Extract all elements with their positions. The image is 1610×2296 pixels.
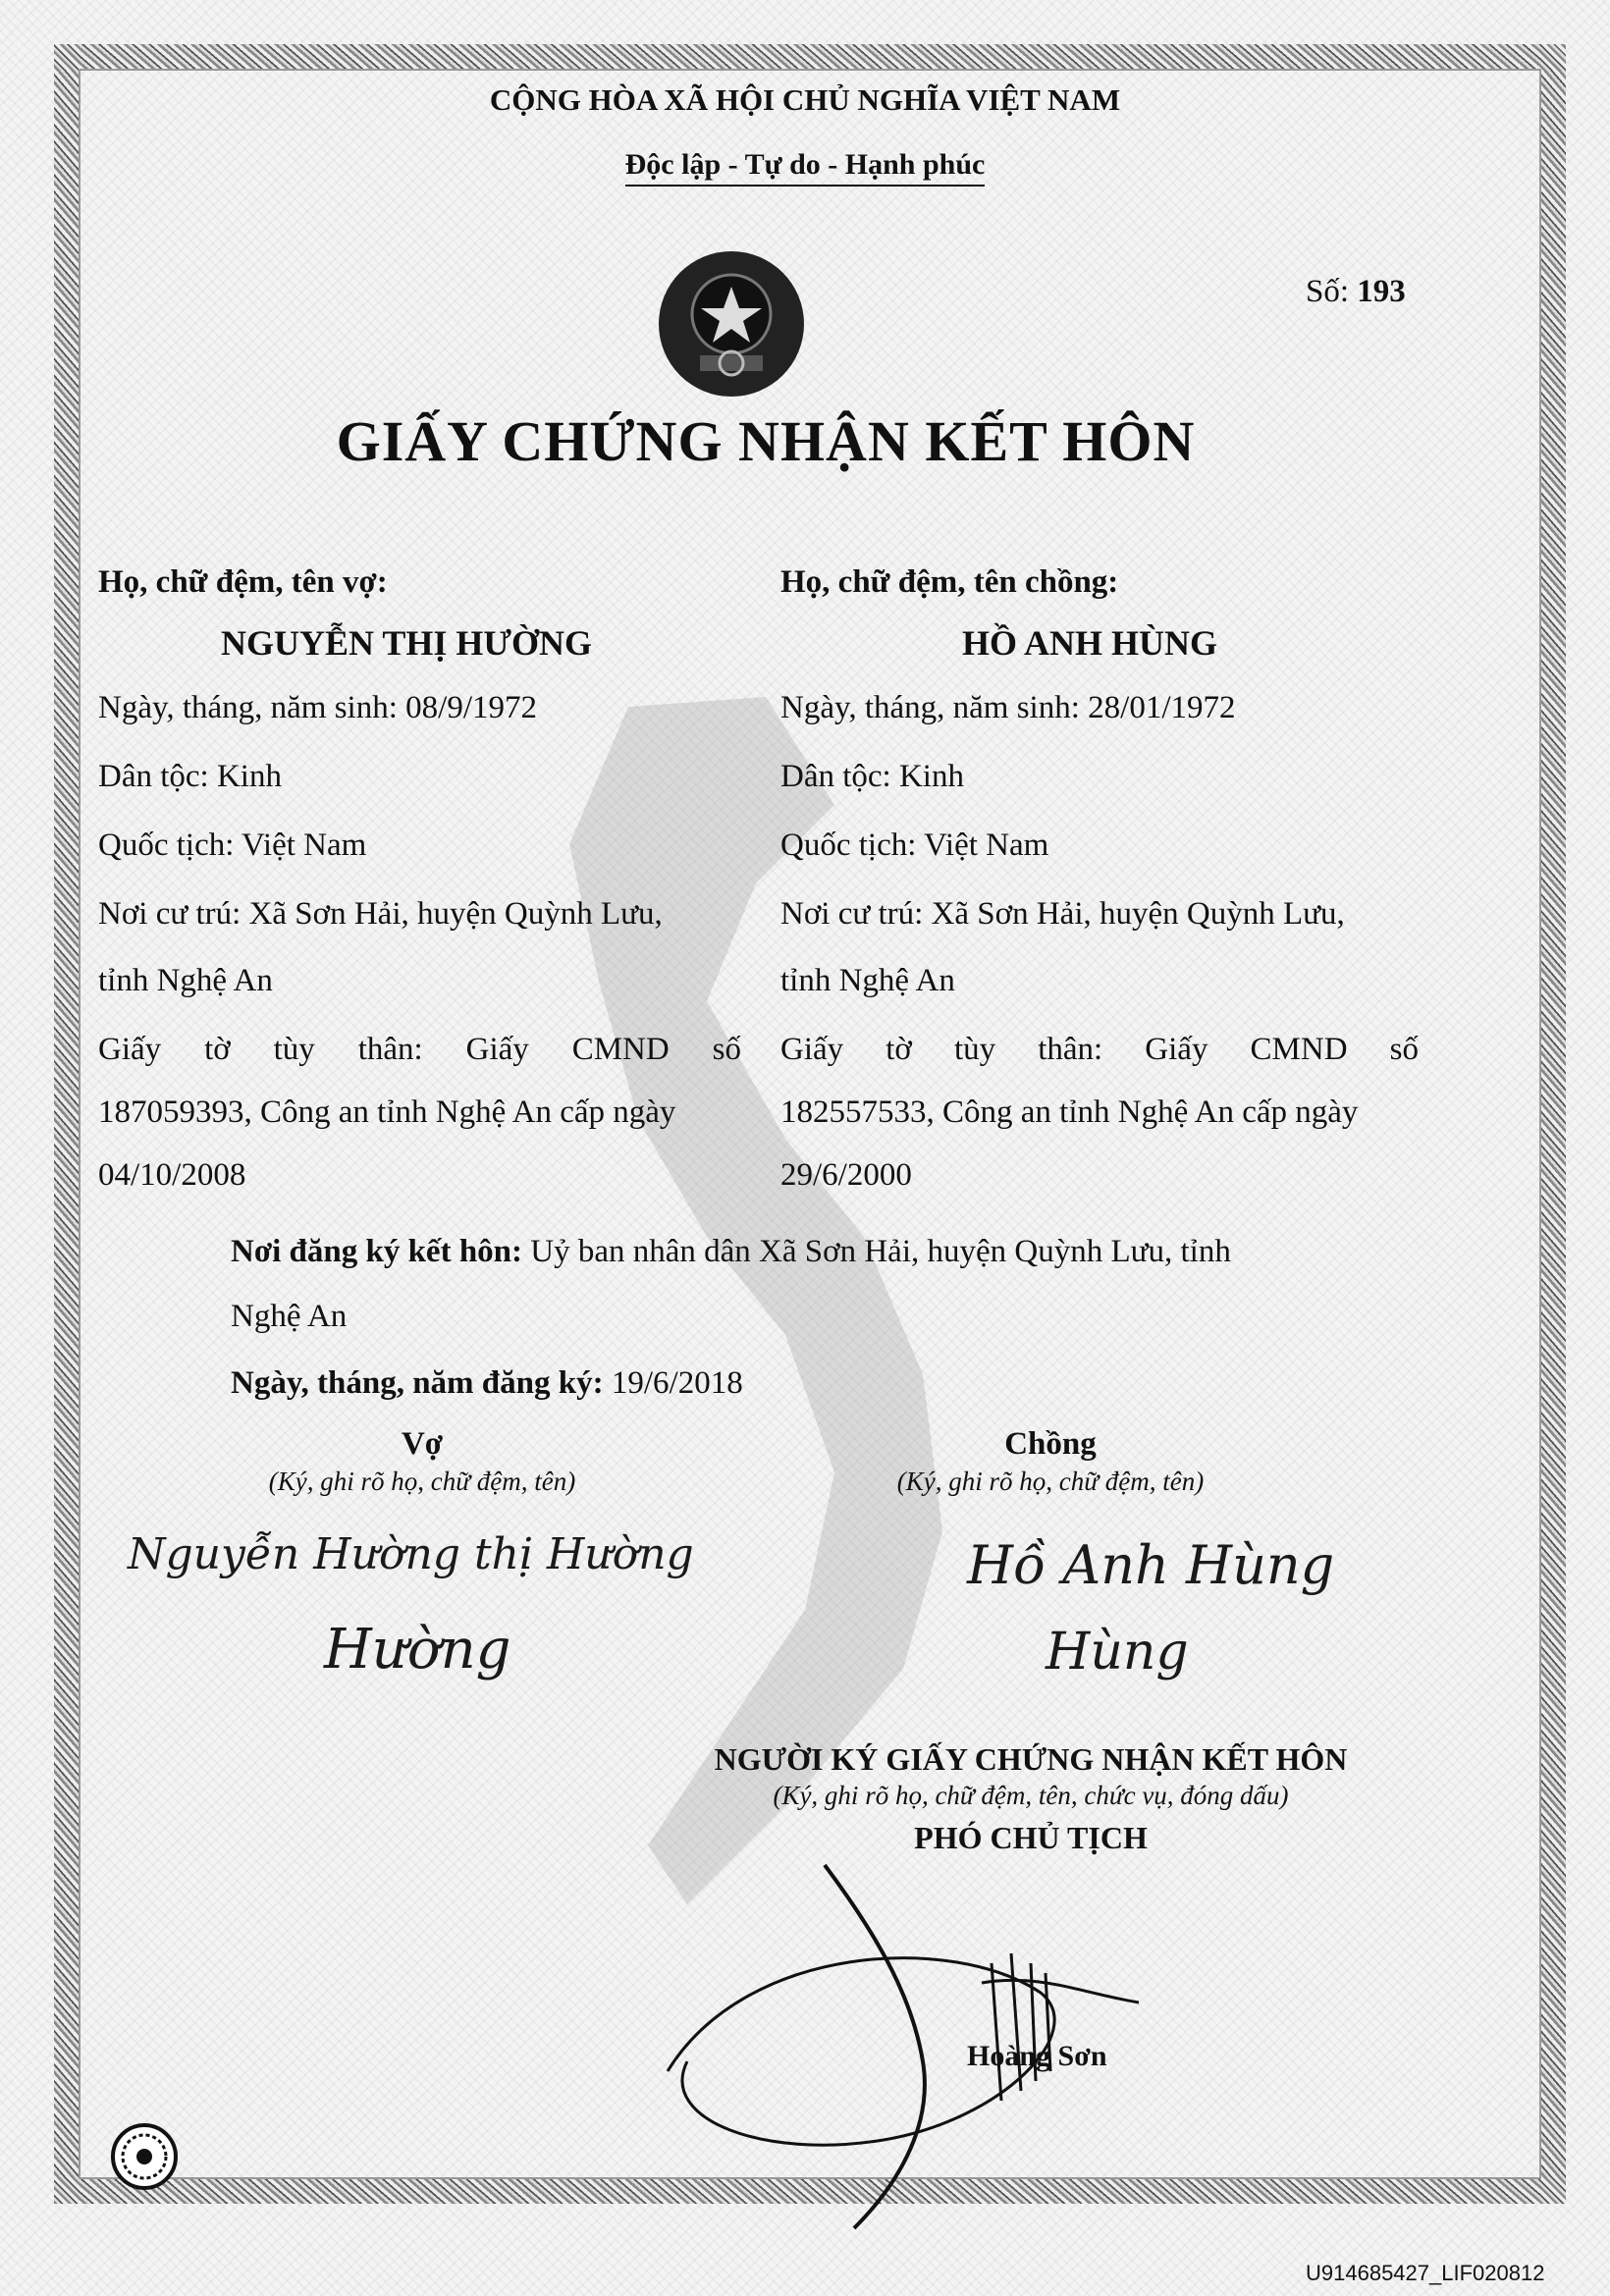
official-heading: NGƯỜI KÝ GIẤY CHỨNG NHẬN KẾT HÔN (714, 1741, 1348, 1777)
wife-dob: Ngày, tháng, năm sinh: 08/9/1972 (98, 690, 537, 725)
husband-id-line2: 182557533, Công an tỉnh Nghệ An cấp ngày (780, 1095, 1359, 1130)
official-hint: (Ký, ghi rõ họ, chữ đệm, tên, chức vụ, đóng dấu) (773, 1781, 1289, 1810)
wife-id-line1: Giấy tờ tùy thân: Giấy CMND số (98, 1032, 741, 1067)
wife-nationality: Quốc tịch: Việt Nam (98, 828, 367, 863)
country-header: CỘNG HÒA XÃ HỘI CHỦ NGHĨA VIỆT NAM (489, 82, 1121, 117)
husband-heading: Họ, chữ đệm, tên chồng: (780, 564, 1119, 600)
registration-place: Nơi đăng ký kết hôn: Uỷ ban nhân dân Xã Sơn Hải, huyện Quỳnh Lưu, tỉnh (231, 1234, 1231, 1269)
husband-name: HỒ ANH HÙNG (962, 623, 1218, 663)
wife-residence-line2: tỉnh Nghệ An (98, 963, 273, 998)
certificate-number: Số: 193 (1306, 274, 1406, 309)
official-signature-icon (628, 1826, 1217, 2238)
husband-id-line1: Giấy tờ tùy thân: Giấy CMND số (780, 1032, 1419, 1067)
wife-residence: Nơi cư trú: Xã Sơn Hải, huyện Quỳnh Lưu, (98, 896, 663, 932)
husband-signature-hint: (Ký, ghi rõ họ, chữ đệm, tên) (896, 1467, 1205, 1496)
wife-signature-label: Vợ (401, 1426, 444, 1462)
official-title: PHÓ CHỦ TỊCH (914, 1820, 1148, 1855)
wife-heading: Họ, chữ đệm, tên vợ: (98, 564, 388, 600)
husband-residence-line2: tỉnh Nghệ An (780, 963, 955, 998)
husband-nationality: Quốc tịch: Việt Nam (780, 828, 1049, 863)
wife-handwritten-signature: Hường (324, 1618, 511, 1682)
wife-name: NGUYỄN THỊ HƯỜNG (221, 623, 593, 663)
husband-handwritten-signature: Hùng (1046, 1623, 1189, 1682)
official-name: Hoàng Sơn (967, 2040, 1107, 2072)
wife-ethnicity: Dân tộc: Kinh (98, 759, 282, 794)
document-code: U914685427_LIF020812 (1306, 2261, 1545, 2285)
hologram-seal-icon (110, 2122, 179, 2191)
registration-place-line2: Nghệ An (231, 1299, 348, 1334)
husband-signature-label: Chồng (1004, 1426, 1097, 1462)
wife-id-line3: 04/10/2008 (98, 1157, 246, 1193)
registration-date: Ngày, tháng, năm đăng ký: 19/6/2018 (231, 1365, 743, 1401)
husband-handwritten-name: Hồ Anh Hùng (967, 1534, 1335, 1596)
wife-handwritten-name: Nguyễn Hường thị Hường (128, 1529, 694, 1579)
document-title: GIẤY CHỨNG NHẬN KẾT HÔN (336, 409, 1196, 473)
wife-id-line2: 187059393, Công an tỉnh Nghệ An cấp ngày (98, 1095, 676, 1130)
motto-header: Độc lập - Tự do - Hạnh phúc (295, 145, 1315, 184)
husband-residence: Nơi cư trú: Xã Sơn Hải, huyện Quỳnh Lưu, (780, 896, 1345, 932)
husband-id-line3: 29/6/2000 (780, 1157, 912, 1193)
wife-signature-hint: (Ký, ghi rõ họ, chữ đệm, tên) (268, 1467, 576, 1496)
husband-ethnicity: Dân tộc: Kinh (780, 759, 964, 794)
national-emblem-icon (653, 245, 810, 402)
husband-dob: Ngày, tháng, năm sinh: 28/01/1972 (780, 690, 1236, 725)
